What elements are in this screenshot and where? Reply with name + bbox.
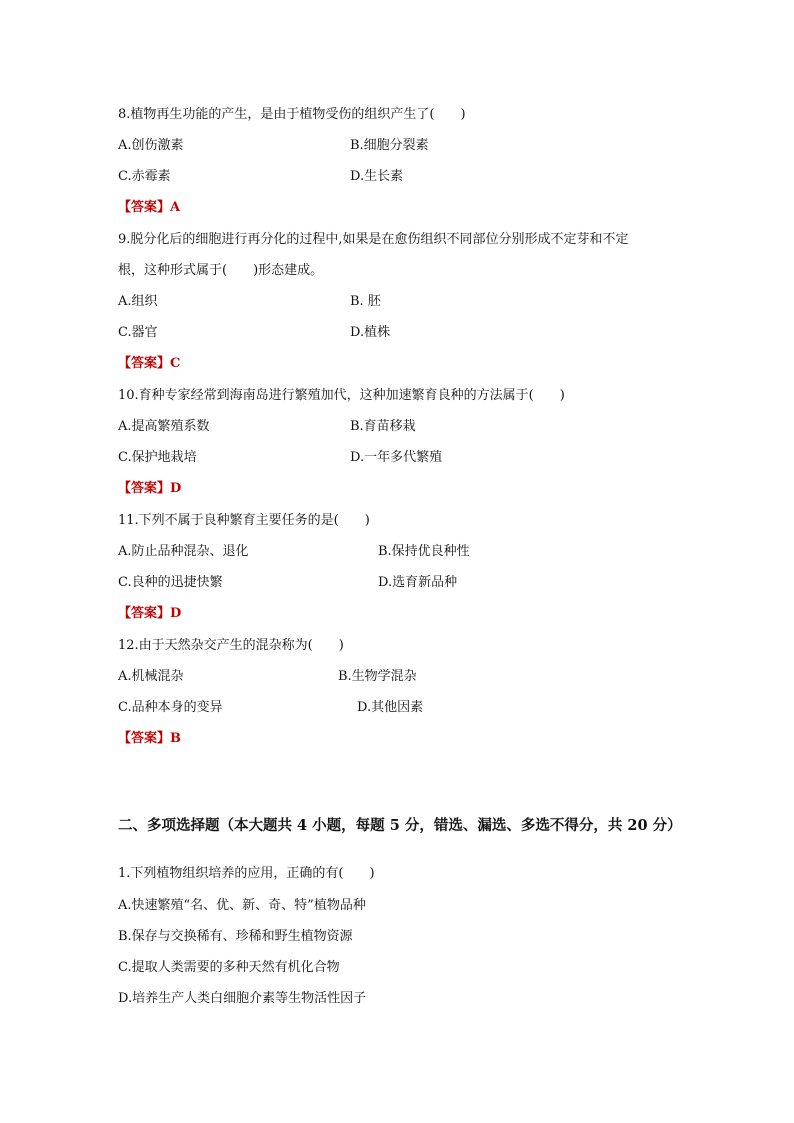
question-11-option-c: C.良种的迅捷快繁	[118, 575, 223, 590]
question-11-answer	[118, 602, 181, 621]
question-12-stem: 12.由于天然杂交产生的混杂称为( )	[118, 638, 344, 653]
question-9-option-c: C.器官	[118, 325, 158, 340]
question-12-option-b: B.生物学混杂	[338, 669, 417, 684]
question-10-option-b: B.育苗移栽	[350, 419, 416, 434]
question-9-answer	[118, 352, 180, 371]
question-9-option-a: A.组织	[118, 294, 158, 309]
question-8-option-d: D.生长素	[350, 169, 404, 184]
answer-value: A	[170, 200, 181, 215]
question-10-option-c: C.保护地栽培	[118, 450, 197, 465]
question-8-stem: 8.植物再生功能的产生，是由于植物受伤的组织产生了( )	[118, 107, 466, 122]
section-2-question-1-option-d: D.培养生产人类白细胞介素等生物活性因子	[118, 991, 367, 1006]
answer-value: B	[170, 731, 182, 746]
answer-tag: 【答案】	[118, 200, 171, 215]
answer-tag: 【答案】	[118, 481, 171, 496]
section-2-question-1-stem: 1.下列植物组织培养的应用，正确的有( )	[118, 866, 375, 881]
question-11-option-a: A.防止品种混杂、退化	[118, 544, 249, 559]
question-11-stem: 11.下列不属于良种繁育主要任务的是( )	[118, 513, 370, 528]
question-8-answer	[118, 196, 180, 215]
question-8-option-a: A.创伤激素	[118, 138, 184, 153]
question-9-stem-line-1: 9.脱分化后的细胞进行再分化的过程中,如果是在愈伤组织不同部位分别形成不定芽和不定	[118, 232, 629, 247]
section-2-question-1-option-a: A.快速繁殖“名、优、新、奇、特”植物品种	[118, 898, 366, 913]
section-2-question-1-option-c: C.提取人类需要的多种天然有机化合物	[118, 960, 340, 975]
question-12-option-c: C.品种本身的变异	[118, 700, 223, 715]
question-10-stem: 10.育种专家经常到海南岛进行繁殖加代，这种加速繁育良种的方法属于( )	[118, 388, 565, 403]
answer-value: D	[170, 606, 182, 621]
question-10-answer	[118, 477, 181, 496]
question-11-option-b: B.保持优良种性	[378, 544, 470, 559]
question-12-answer	[118, 727, 181, 746]
question-9-option-d: D.植株	[350, 325, 391, 340]
section-2-title: 二、多项选择题（本大题共 4 小题，每题 5 分，错选、漏选、多选不得分，共 20 分）	[118, 817, 682, 834]
answer-tag: 【答案】	[118, 606, 171, 621]
question-8-option-b: B.细胞分裂素	[350, 138, 429, 153]
question-11-option-d: D.选育新品种	[378, 575, 458, 590]
answer-tag: 【答案】	[118, 356, 171, 371]
answer-value: C	[170, 356, 181, 371]
question-9-stem-line-2: 根，这种形式属于( )形态建成。	[118, 263, 324, 278]
question-12-option-a: A.机械混杂	[118, 669, 184, 684]
question-8-option-c: C.赤霉素	[118, 169, 171, 184]
answer-value: D	[170, 481, 182, 496]
question-12-option-d: D.其他因素	[357, 700, 424, 715]
question-10-option-d: D.一年多代繁殖	[350, 450, 443, 465]
question-10-option-a: A.提高繁殖系数	[118, 419, 210, 434]
answer-tag: 【答案】	[118, 731, 171, 746]
question-9-option-b: B. 胚	[350, 294, 381, 309]
section-2-question-1-option-b: B.保存与交换稀有、珍稀和野生植物资源	[118, 929, 353, 944]
